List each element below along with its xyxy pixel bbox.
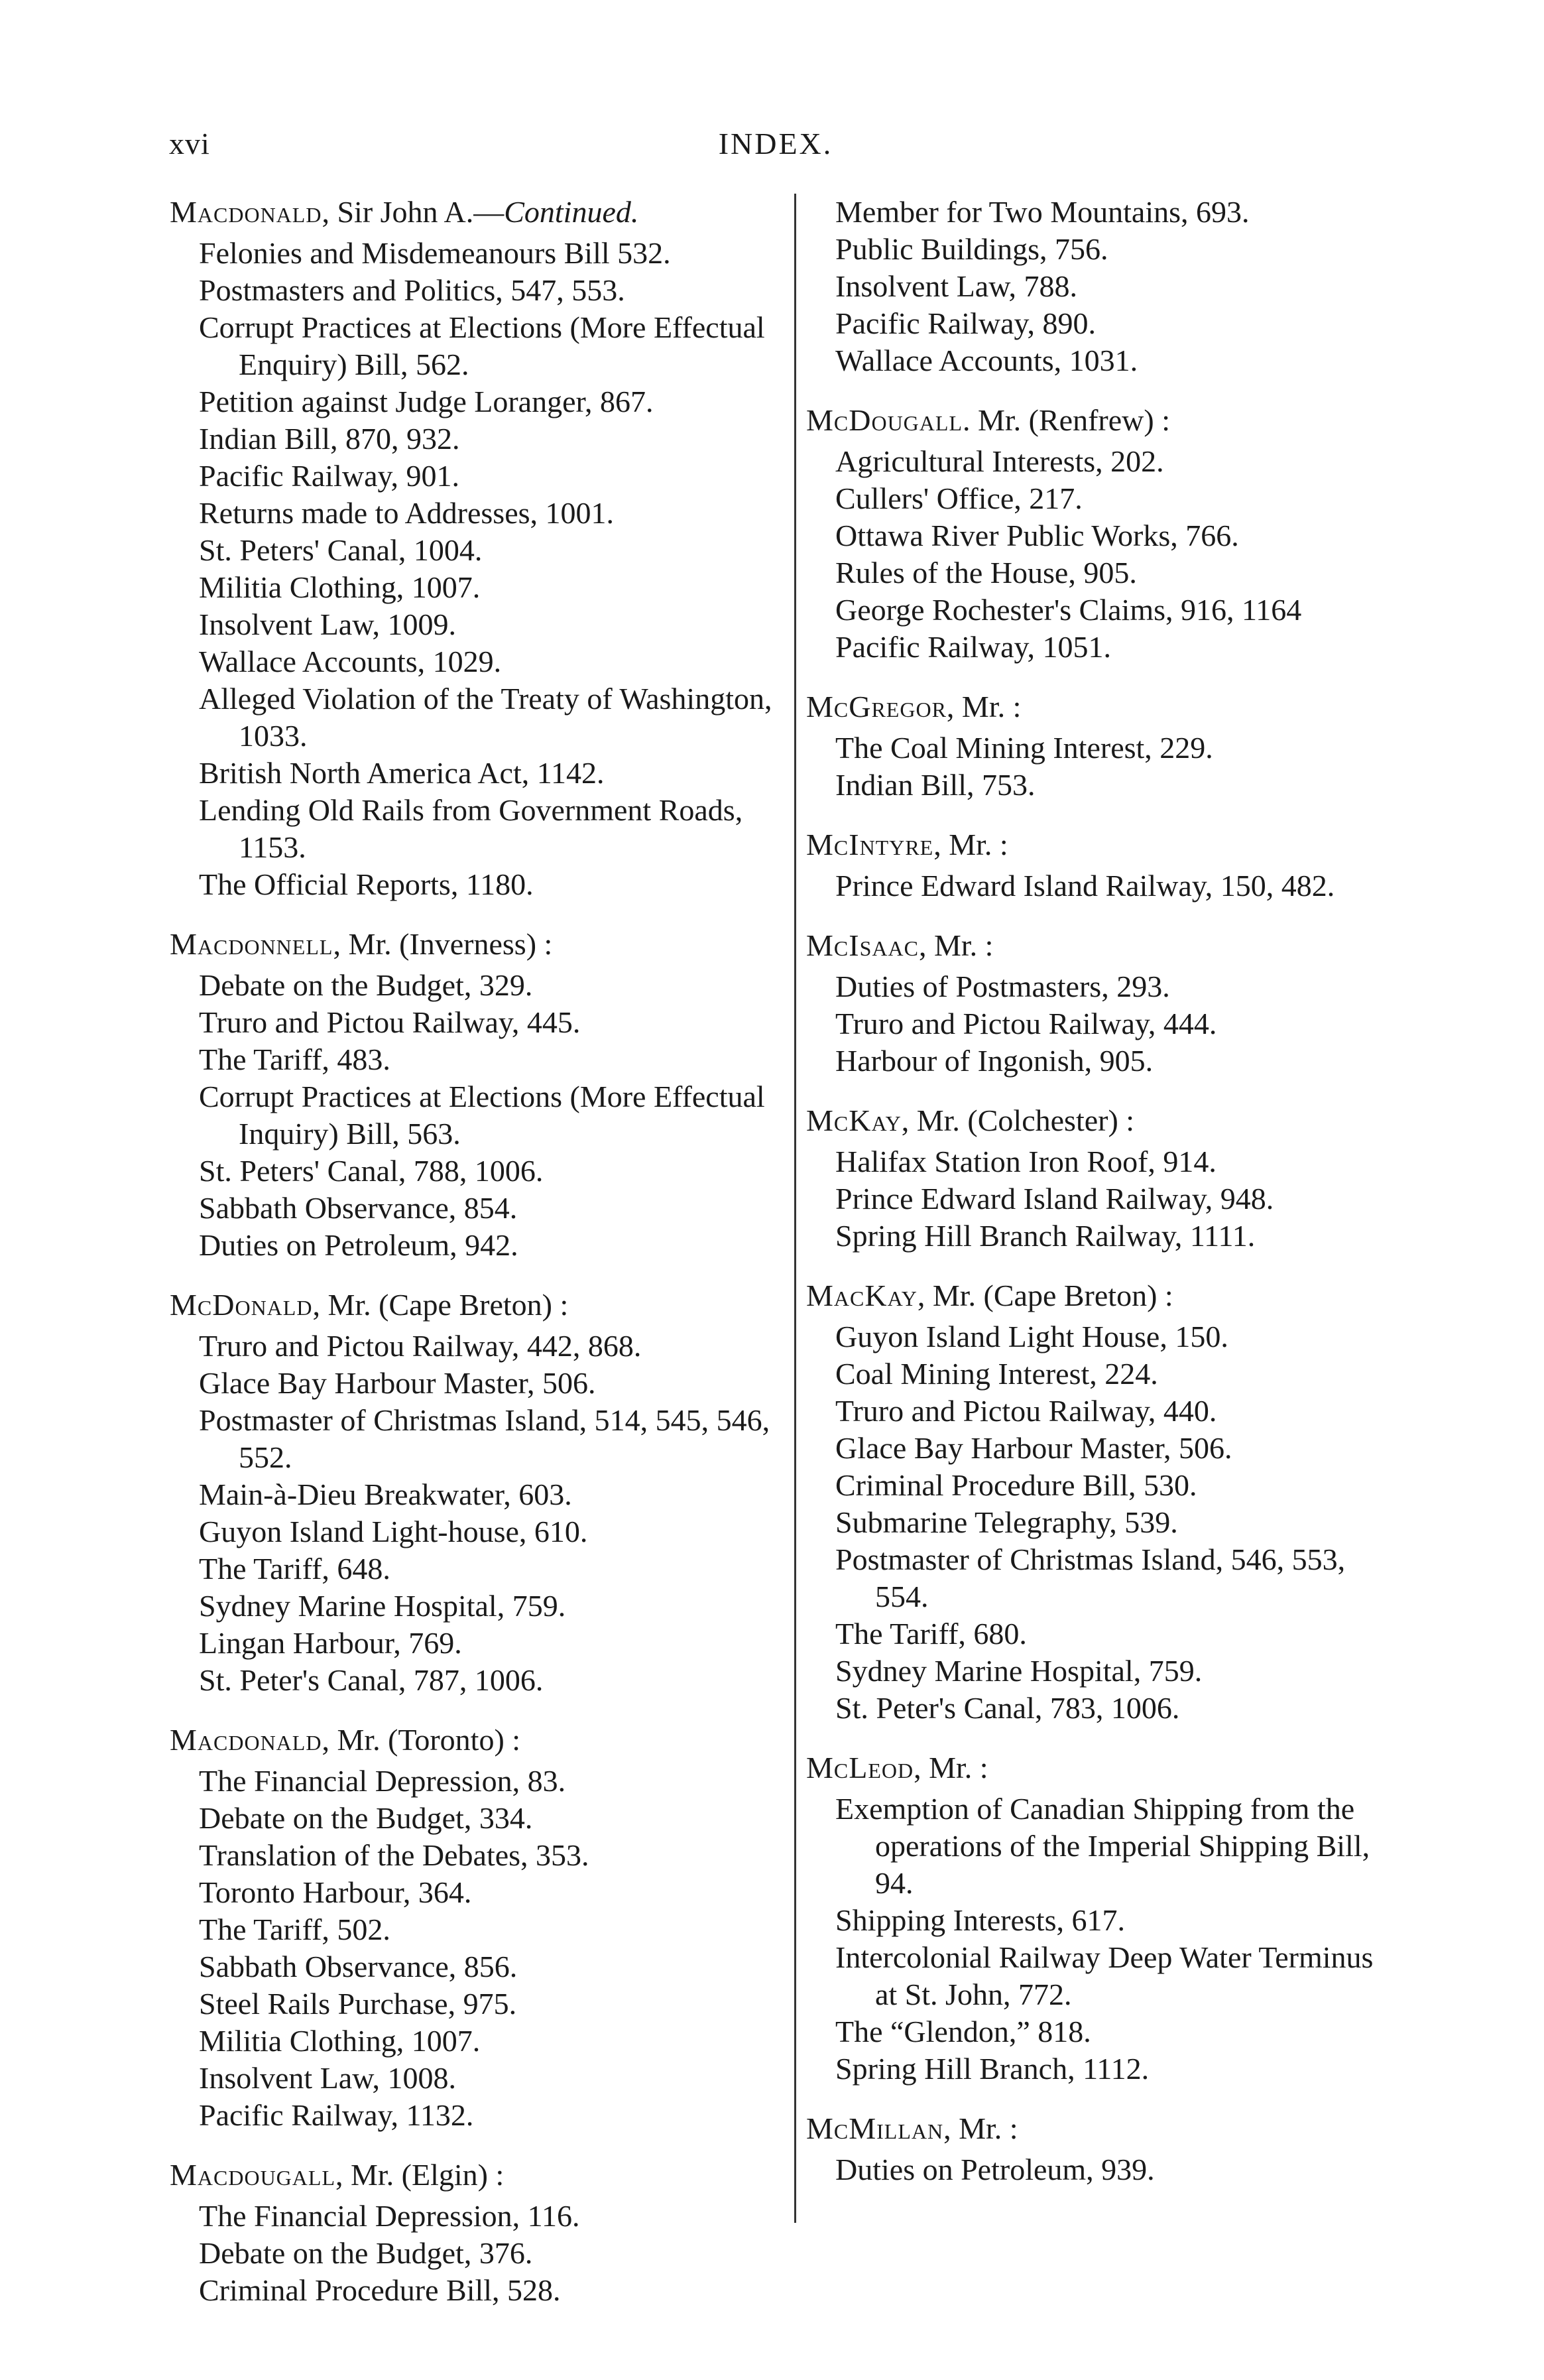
- index-section: [170, 1286, 776, 1699]
- member-qualifier: , Mr. (Toronto) :: [322, 1723, 521, 1757]
- index-entry: Truro and Pictou Railway, 440.: [835, 1394, 1217, 1428]
- index-entry: Wallace Accounts, 1031.: [835, 344, 1138, 377]
- index-section: [170, 926, 776, 1264]
- index-section: [170, 194, 776, 903]
- index-entry: Prince Edward Island Railway, 150, 482.: [835, 869, 1335, 903]
- index-entry: Duties of Postmasters, 293.: [835, 970, 1170, 1003]
- index-entry: Spring Hill Branch, 1112.: [835, 2052, 1150, 2086]
- index-entry: Agricultural Interests, 202.: [835, 444, 1164, 478]
- index-entry: Spring Hill Branch Railway, 1111.: [835, 1219, 1256, 1253]
- index-entry: The Official Reports, 1180.: [199, 867, 534, 901]
- index-column-left: [170, 194, 776, 2332]
- index-entry: St. Peter's Canal, 783, 1006.: [835, 1691, 1180, 1725]
- index-entry: Pacific Railway, 1051.: [835, 630, 1112, 664]
- index-entry: Debate on the Budget, 376.: [199, 2236, 533, 2270]
- index-entry: Insolvent Law, 1008.: [199, 2061, 456, 2095]
- member-name: MacKay: [806, 1279, 918, 1312]
- member-qualifier: , Mr. :: [914, 1751, 988, 1785]
- index-entry: Indian Bill, 753.: [835, 768, 1036, 802]
- index-entry: Postmaster of Christmas Island, 546, 553, 554.: [835, 1542, 1346, 1613]
- index-heading: [170, 926, 776, 963]
- index-entry: Sydney Marine Hospital, 759.: [199, 1589, 566, 1623]
- index-entry: Militia Clothing, 1007.: [199, 570, 481, 604]
- member-name: McIsaac: [806, 928, 919, 962]
- index-entry: The “Glendon,” 818.: [835, 2015, 1091, 2048]
- member-name: Macdonald: [170, 1723, 322, 1757]
- index-entry: Coal Mining Interest, 224.: [835, 1357, 1158, 1391]
- index-entry: Main-à-Dieu Breakwater, 603.: [199, 1477, 572, 1511]
- index-heading: [806, 1749, 1399, 1786]
- index-heading: [806, 402, 1399, 439]
- index-entry-list: [835, 1143, 1399, 1255]
- index-entry: Returns made to Addresses, 1001.: [199, 496, 615, 530]
- index-entry: Glace Bay Harbour Master, 506.: [835, 1431, 1232, 1465]
- index-entry: The Tariff, 502.: [199, 1912, 390, 1946]
- index-entry: The Tariff, 483.: [199, 1042, 390, 1076]
- index-section: [806, 1749, 1399, 2088]
- member-qualifier: , Sir John A.—: [322, 195, 505, 229]
- index-entry: Steel Rails Purchase, 975.: [199, 1987, 517, 2021]
- index-section: [806, 2110, 1399, 2188]
- index-entry: Militia Clothing, 1007.: [199, 2024, 481, 2058]
- index-section: [806, 402, 1399, 666]
- index-entry-list: [835, 443, 1399, 666]
- index-heading: [806, 1102, 1399, 1139]
- index-entry: Ottawa River Public Works, 766.: [835, 519, 1239, 552]
- index-heading: [806, 826, 1399, 863]
- index-section: [806, 1277, 1399, 1727]
- member-qualifier: . Mr. (Renfrew) :: [963, 403, 1170, 437]
- index-entry-list: [835, 729, 1399, 804]
- index-entry: The Tariff, 648.: [199, 1552, 390, 1586]
- index-entry: The Coal Mining Interest, 229.: [835, 731, 1213, 765]
- index-entry: Intercolonial Railway Deep Water Terminus at St. John, 772.: [835, 1940, 1374, 2011]
- continued-label: Continued.: [504, 195, 639, 229]
- index-entry: Truro and Pictou Railway, 445.: [199, 1005, 581, 1039]
- index-entry: The Tariff, 680.: [835, 1617, 1027, 1651]
- index-entry-list: [835, 194, 1399, 379]
- index-entry-list: [835, 2151, 1399, 2188]
- index-entry: British North America Act, 1142.: [199, 756, 605, 790]
- index-entry: Sydney Marine Hospital, 759.: [835, 1654, 1203, 1688]
- index-entry-list: [199, 1328, 776, 1699]
- member-qualifier: , Mr. :: [933, 828, 1008, 861]
- index-entry: Postmaster of Christmas Island, 514, 545, 546, 552.: [199, 1403, 770, 1474]
- index-entry: Criminal Procedure Bill, 530.: [835, 1468, 1197, 1502]
- index-entry: Alleged Violation of the Treaty of Washington, 1033.: [199, 682, 772, 753]
- index-entry: Halifax Station Iron Roof, 914.: [835, 1145, 1217, 1178]
- index-entry-list: [199, 967, 776, 1264]
- member-qualifier: , Mr. (Cape Breton) :: [312, 1288, 569, 1322]
- index-entry: Pacific Railway, 890.: [835, 306, 1097, 340]
- index-entry-list: [199, 2198, 776, 2309]
- index-entry: Shipping Interests, 617.: [835, 1903, 1125, 1937]
- index-entry: Member for Two Mountains, 693.: [835, 195, 1250, 229]
- page-number: xvi: [169, 127, 210, 160]
- index-entry: Sabbath Observance, 854.: [199, 1191, 518, 1225]
- index-entry-list: [835, 968, 1399, 1080]
- index-entry: Wallace Accounts, 1029.: [199, 645, 502, 678]
- index-column-right: [806, 194, 1399, 2211]
- index-entry: Postmasters and Politics, 547, 553.: [199, 273, 625, 307]
- index-entry-list: [199, 1763, 776, 2134]
- member-name: McIntyre: [806, 828, 934, 861]
- index-entry: Rules of the House, 905.: [835, 556, 1137, 590]
- member-name: McLeod: [806, 1751, 914, 1785]
- page-title: INDEX.: [718, 127, 833, 160]
- index-section: [806, 826, 1399, 905]
- member-qualifier: , Mr. :: [943, 2111, 1018, 2145]
- index-heading: [170, 194, 776, 231]
- index-entry-list: [835, 1318, 1399, 1727]
- page-header: [169, 126, 1382, 172]
- index-entry: Insolvent Law, 1009.: [199, 607, 456, 641]
- index-heading: [170, 2157, 776, 2194]
- member-qualifier: , Mr. (Inverness) :: [333, 927, 553, 961]
- index-entry: Felonies and Misdemeanours Bill 532.: [199, 236, 671, 270]
- column-divider: [794, 194, 796, 2223]
- index-entry-list: [835, 867, 1399, 905]
- index-heading: [806, 688, 1399, 725]
- index-entry: Translation of the Debates, 353.: [199, 1838, 589, 1872]
- index-entry: Duties on Petroleum, 942.: [199, 1228, 518, 1262]
- index-entry: The Financial Depression, 116.: [199, 2199, 580, 2233]
- index-section: [170, 2157, 776, 2309]
- index-entry: St. Peters' Canal, 1004.: [199, 533, 483, 567]
- index-section: [806, 1102, 1399, 1255]
- index-entry: Insolvent Law, 788.: [835, 269, 1077, 303]
- index-heading: [170, 1722, 776, 1759]
- index-entry: Exemption of Canadian Shipping from the operations of the Imperial Shipping Bill, 94.: [835, 1792, 1370, 1900]
- index-section-continued: [835, 194, 1399, 379]
- index-entry: Corrupt Practices at Elections (More Effectual Inquiry) Bill, 563.: [199, 1080, 765, 1151]
- index-entry: Public Buildings, 756.: [835, 232, 1108, 266]
- index-section: [806, 927, 1399, 1080]
- index-entry: Lending Old Rails from Government Roads, 1153.: [199, 793, 743, 864]
- index-entry: Cullers' Office, 217.: [835, 481, 1083, 515]
- index-entry: St. Peters' Canal, 788, 1006.: [199, 1154, 544, 1188]
- index-entry: Petition against Judge Loranger, 867.: [199, 385, 654, 418]
- index-entry: Submarine Telegraphy, 539.: [835, 1505, 1178, 1539]
- index-entry: George Rochester's Claims, 916, 1164: [835, 593, 1302, 627]
- index-heading: [806, 2110, 1399, 2147]
- member-qualifier: , Mr. :: [918, 928, 994, 962]
- member-qualifier: , Mr. (Elgin) :: [335, 2158, 505, 2192]
- index-entry: Duties on Petroleum, 939.: [835, 2153, 1155, 2186]
- index-entry: Pacific Railway, 901.: [199, 459, 460, 493]
- index-heading: [806, 1277, 1399, 1314]
- member-qualifier: , Mr. (Colchester) :: [901, 1103, 1135, 1137]
- member-name: Macdonnell: [170, 927, 333, 961]
- index-entry: Corrupt Practices at Elections (More Effectual Enquiry) Bill, 562.: [199, 310, 765, 381]
- index-entry: Guyon Island Light-house, 610.: [199, 1515, 588, 1548]
- index-entry-list: [199, 235, 776, 903]
- member-name: Macdougall: [170, 2158, 335, 2192]
- member-name: Macdonald: [170, 195, 322, 229]
- index-heading: [170, 1286, 776, 1324]
- index-section: [170, 1722, 776, 2134]
- index-entry: Debate on the Budget, 329.: [199, 968, 533, 1002]
- index-entry: Criminal Procedure Bill, 528.: [199, 2273, 561, 2307]
- member-qualifier: , Mr. (Cape Breton) :: [917, 1279, 1173, 1312]
- index-entry: Truro and Pictou Railway, 442, 868.: [199, 1329, 642, 1363]
- index-entry: Prince Edward Island Railway, 948.: [835, 1182, 1274, 1216]
- index-entry: Debate on the Budget, 334.: [199, 1801, 533, 1835]
- index-section: [806, 688, 1399, 804]
- index-entry-list: [835, 1790, 1399, 2088]
- index-entry: Sabbath Observance, 856.: [199, 1950, 518, 1983]
- index-entry: The Financial Depression, 83.: [199, 1764, 566, 1798]
- member-name: McDonald: [170, 1288, 313, 1322]
- member-qualifier: , Mr. :: [946, 690, 1022, 723]
- index-entry: Guyon Island Light House, 150.: [835, 1320, 1228, 1353]
- index-entry: Indian Bill, 870, 932.: [199, 422, 460, 456]
- member-name: McGregor: [806, 690, 947, 723]
- member-name: McDougall: [806, 403, 963, 437]
- index-entry: St. Peter's Canal, 787, 1006.: [199, 1663, 544, 1697]
- member-name: McMillan: [806, 2111, 944, 2145]
- index-entry: Pacific Railway, 1132.: [199, 2098, 474, 2132]
- member-name: McKay: [806, 1103, 902, 1137]
- index-entry: Truro and Pictou Railway, 444.: [835, 1007, 1217, 1040]
- index-entry: Toronto Harbour, 364.: [199, 1875, 472, 1909]
- index-entry: Glace Bay Harbour Master, 506.: [199, 1366, 596, 1400]
- index-entry: Lingan Harbour, 769.: [199, 1626, 462, 1660]
- index-entry: Harbour of Ingonish, 905.: [835, 1044, 1154, 1078]
- index-heading: [806, 927, 1399, 964]
